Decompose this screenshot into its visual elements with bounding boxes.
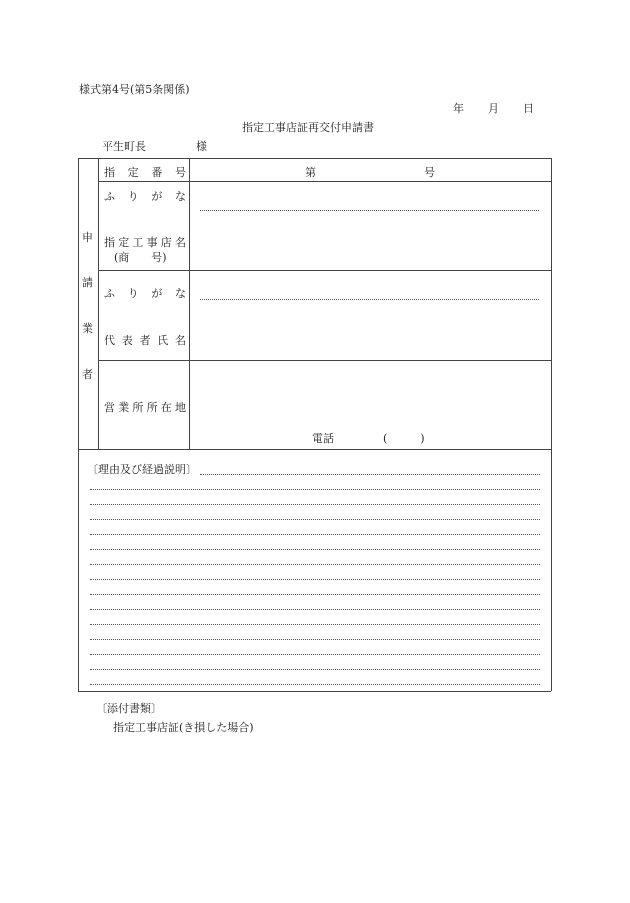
label-designation-number <box>104 164 186 180</box>
page-title: 指定工事店証再交付申請書 <box>242 121 374 134</box>
addressee: 平生町長 <box>102 140 146 153</box>
label-char: 者 <box>139 334 151 347</box>
reason-line[interactable] <box>200 474 540 475</box>
attachment-item: 指定工事店証(き損した場合) <box>113 721 254 734</box>
date-year: 年 <box>453 102 464 115</box>
label-char: 所 <box>132 401 144 414</box>
label-furigana-2 <box>104 285 186 301</box>
label-char: が <box>151 287 163 300</box>
label-char: 店 <box>160 236 172 249</box>
label-furigana-1 <box>104 188 186 204</box>
side-label-char: 申 <box>82 231 93 244</box>
side-label-char: 業 <box>82 322 93 335</box>
furigana-2-line[interactable] <box>200 299 539 300</box>
label-char: 工 <box>132 236 144 249</box>
label-office-address <box>104 399 186 415</box>
label-char: ふ <box>104 190 115 203</box>
reason-line[interactable] <box>90 669 540 670</box>
label-char: 名 <box>174 236 186 249</box>
reason-line[interactable] <box>90 489 540 490</box>
designation-suffix: 号 <box>424 166 435 179</box>
phone-parens: ( ) <box>383 432 425 445</box>
label-char: 事 <box>146 236 158 249</box>
reason-line[interactable] <box>90 519 540 520</box>
label-char: 指 <box>104 236 115 249</box>
label-char: 氏 <box>157 334 169 347</box>
reason-line[interactable] <box>90 504 540 505</box>
date-month: 月 <box>488 102 499 115</box>
label-char: 定 <box>127 166 139 179</box>
label-trade-name: (商 号) <box>114 251 167 264</box>
reason-line[interactable] <box>90 534 540 535</box>
date-day: 日 <box>523 102 534 115</box>
label-char: り <box>127 190 139 203</box>
label-char: な <box>174 190 186 203</box>
label-char: 代 <box>104 334 115 347</box>
reason-line[interactable] <box>90 639 540 640</box>
label-char: 名 <box>175 334 186 347</box>
label-char: が <box>151 190 163 203</box>
reason-line[interactable] <box>90 564 540 565</box>
label-char: な <box>174 287 186 300</box>
reason-line[interactable] <box>90 684 540 685</box>
attachments-label: 〔添付書類〕 <box>96 702 162 715</box>
reason-line[interactable] <box>90 579 540 580</box>
label-char: 番 <box>151 166 163 179</box>
form-number: 様式第4号(第5条関係) <box>79 83 190 96</box>
side-label-char: 請 <box>82 276 93 289</box>
label-char: 号 <box>174 166 186 179</box>
reason-line[interactable] <box>90 654 540 655</box>
reason-line[interactable] <box>90 549 540 550</box>
label-contractor-name <box>104 234 186 250</box>
reason-line[interactable] <box>90 624 540 625</box>
label-char: 定 <box>118 236 130 249</box>
phone-label: 電話 <box>312 432 334 445</box>
honorific: 様 <box>196 140 207 153</box>
reason-line[interactable] <box>90 594 540 595</box>
side-label-char: 者 <box>82 368 93 381</box>
label-char: 業 <box>118 401 130 414</box>
label-char: 在 <box>160 401 172 414</box>
label-char: ふ <box>104 287 115 300</box>
label-representative-name <box>104 332 186 348</box>
reason-line[interactable] <box>90 609 540 610</box>
label-char: 表 <box>121 334 133 347</box>
label-char: 所 <box>146 401 158 414</box>
label-char: 地 <box>174 401 186 414</box>
label-char: 営 <box>104 401 115 414</box>
label-char: 指 <box>104 166 115 179</box>
furigana-1-line[interactable] <box>200 210 539 211</box>
reason-label: 〔理由及び経過説明〕 <box>87 463 197 476</box>
label-char: り <box>127 287 139 300</box>
designation-prefix: 第 <box>305 166 316 179</box>
